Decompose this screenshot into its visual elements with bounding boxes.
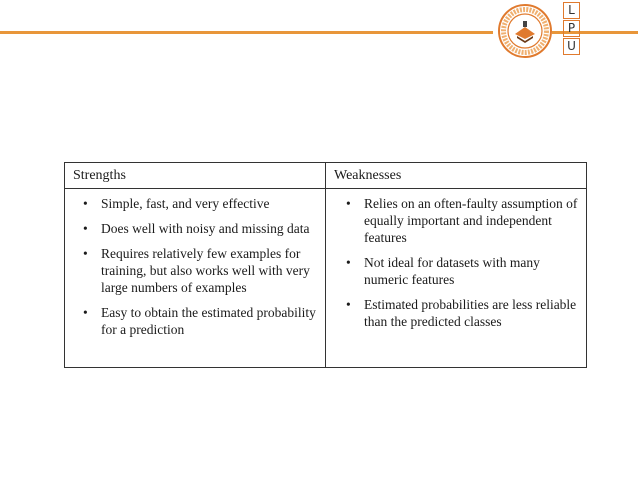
weakness-text: Not ideal for datasets with many numeric features	[364, 255, 540, 287]
logo-letter-l: L	[563, 2, 580, 19]
weakness-item: • Estimated probabilities are less reliable than the predicted classes	[346, 297, 577, 329]
header-rule-left	[0, 31, 493, 34]
weakness-item: • Relies on an often-faulty assumption of equally important and independent features	[346, 196, 578, 245]
strength-text: Does well with noisy and missing data	[101, 221, 310, 236]
weakness-item: • Not ideal for datasets with many numeric features	[346, 255, 540, 287]
weaknesses-list	[336, 195, 578, 330]
weaknesses-cell	[326, 189, 587, 368]
logo-letter-u: U	[563, 38, 580, 55]
strength-text: Requires relatively few examples for training, but also works well with very large numbers of examples	[101, 246, 310, 295]
strength-item: • Easy to obtain the estimated probability for a prediction	[83, 305, 316, 337]
university-seal-icon	[497, 3, 553, 59]
strengths-weaknesses-table	[64, 162, 587, 368]
logo-letter-p: P	[563, 20, 580, 37]
strength-item: • Simple, fast, and very effective	[83, 196, 270, 211]
strength-item: • Requires relatively few examples for training, but also works well with very large numbers of examples	[83, 246, 310, 295]
strengths-cell	[65, 189, 326, 368]
strengths-list	[73, 195, 317, 338]
strengths-header: Strengths	[65, 163, 326, 189]
weaknesses-header: Weaknesses	[326, 163, 587, 189]
strength-text: Simple, fast, and very effective	[101, 196, 270, 211]
strength-item: • Does well with noisy and missing data	[83, 221, 310, 236]
strength-text: Easy to obtain the estimated probability for a prediction	[101, 305, 316, 337]
weakness-text: Estimated probabilities are less reliable than the predicted classes	[364, 297, 577, 329]
weakness-text: Relies on an often-faulty assumption of equally important and independent features	[364, 196, 578, 245]
lpu-logo	[563, 2, 580, 56]
